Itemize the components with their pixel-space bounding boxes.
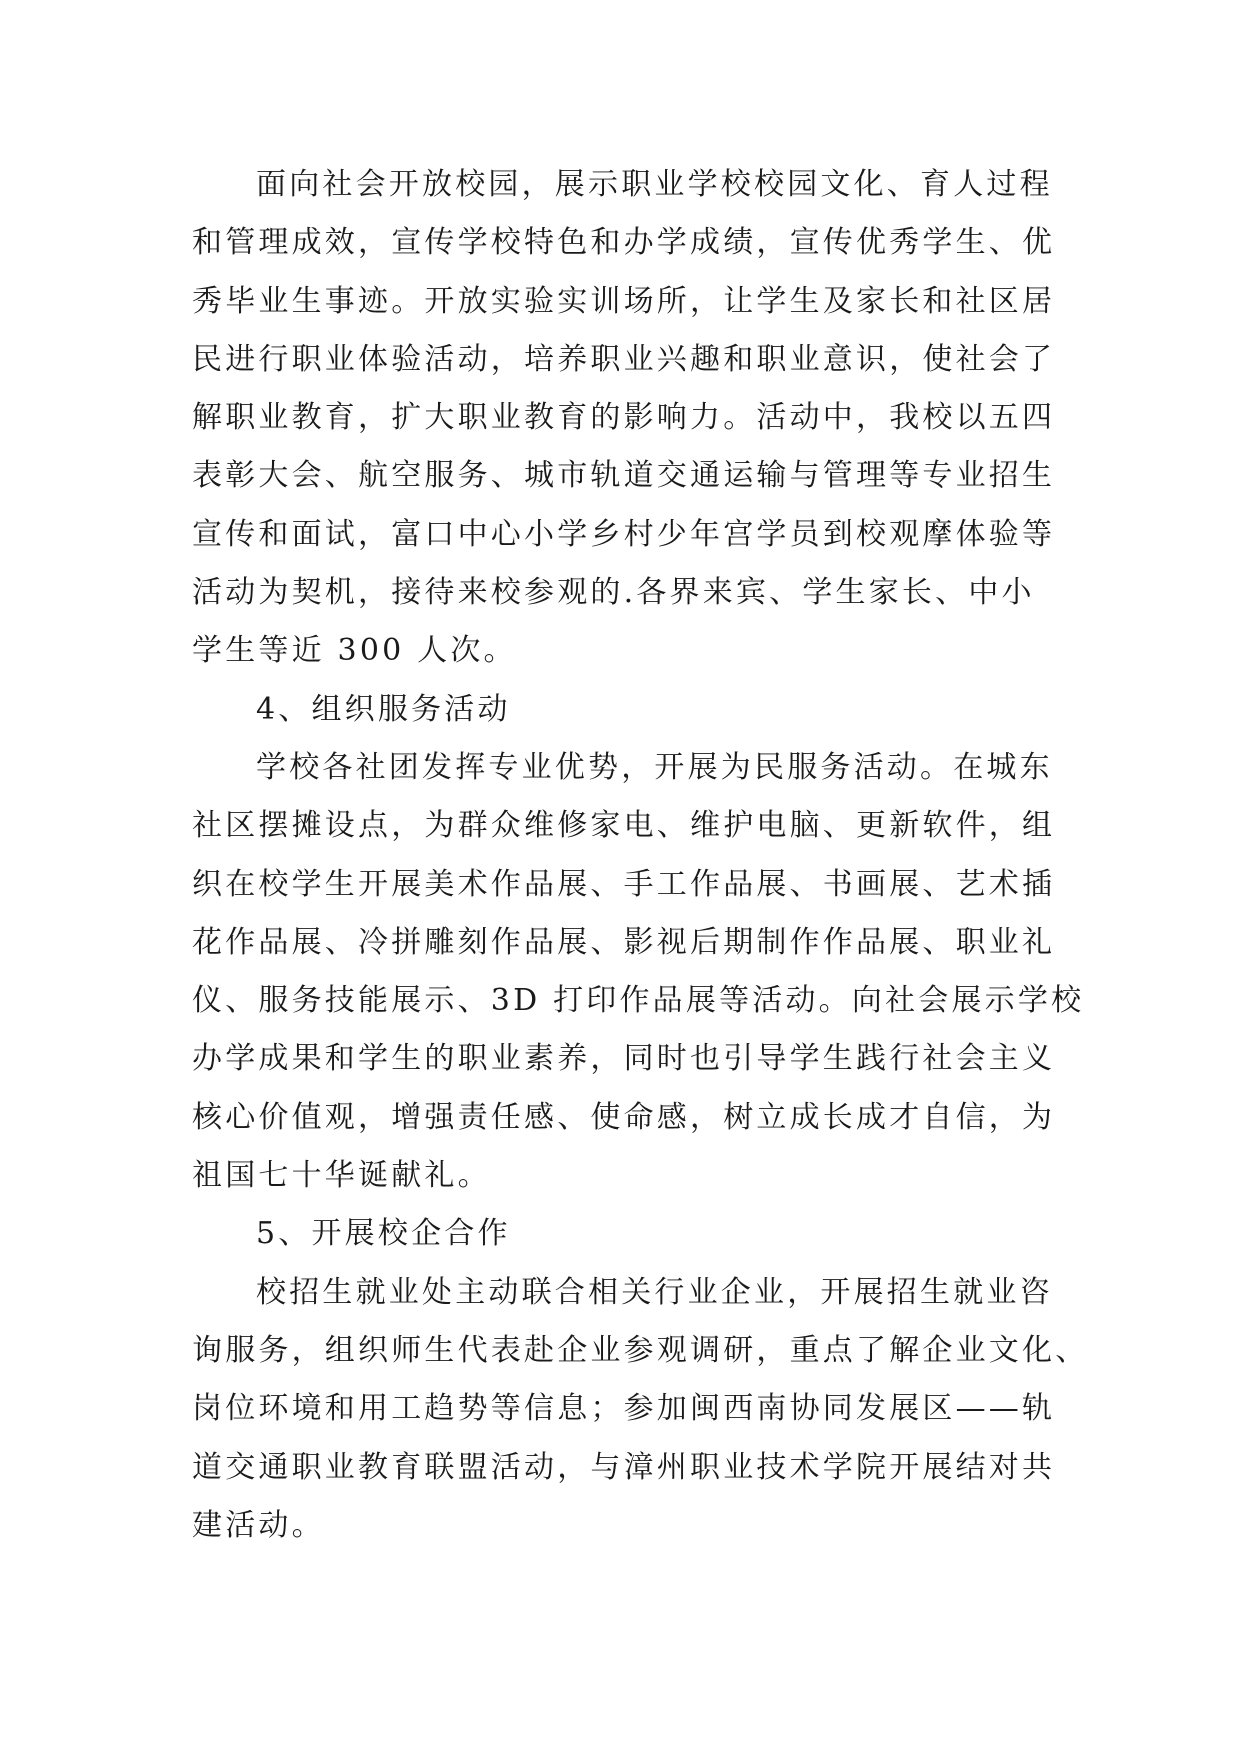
text-line: 学校各社团发挥专业优势，开展为民服务活动。在城东 bbox=[256, 749, 1053, 785]
text-line: 解职业教育，扩大职业教育的影响力。活动中，我校以五四 bbox=[192, 400, 1056, 436]
text-line: 学生等近 300 人次。 bbox=[192, 633, 517, 669]
section-heading-service-activities bbox=[192, 681, 1052, 739]
text-line: 和管理成效，宣传学校特色和办学成绩，宣传优秀学生、优 bbox=[192, 225, 1056, 261]
text-line: 宣传和面试，富口中心小学乡村少年宫学员到校观摩体验等 bbox=[192, 516, 1056, 552]
text-line: 活动为契机，接待来校参观的.各界来宾、学生家长、中小 bbox=[192, 575, 1035, 611]
text-line: 询服务，组织师生代表赴企业参观调研，重点了解企业文化、 bbox=[192, 1332, 1089, 1368]
text-line: 办学成果和学生的职业素养，同时也引导学生践行社会主义 bbox=[192, 1041, 1056, 1077]
paragraph-service-activities bbox=[192, 739, 1085, 1205]
paragraph-campus-open-day bbox=[192, 156, 1056, 681]
document-page bbox=[192, 156, 1089, 1555]
text-line: 民进行职业体验活动，培养职业兴趣和职业意识，使社会了 bbox=[192, 341, 1056, 377]
text-line: 核心价值观，增强责任感、使命感，树立成长成才自信，为 bbox=[192, 1099, 1056, 1135]
text-line: 织在校学生开展美术作品展、手工作品展、书画展、艺术插 bbox=[192, 866, 1056, 902]
text-line: 秀毕业生事迹。开放实验实训场所，让学生及家长和社区居 bbox=[192, 283, 1056, 319]
text-line: 校招生就业处主动联合相关行业企业，开展招生就业咨 bbox=[256, 1274, 1053, 1310]
text-line: 建活动。 bbox=[192, 1507, 325, 1543]
text-line: 社区摆摊设点，为群众维修家电、维护电脑、更新软件，组 bbox=[192, 808, 1056, 844]
paragraph-school-enterprise bbox=[192, 1264, 1089, 1555]
text-line: 表彰大会、航空服务、城市轨道交通运输与管理等专业招生 bbox=[192, 458, 1056, 494]
text-line: 岗位环境和用工趋势等信息；参加闽西南协同发展区——轨 bbox=[192, 1391, 1056, 1427]
text-line: 花作品展、冷拼雕刻作品展、影视后期制作作品展、职业礼 bbox=[192, 924, 1056, 960]
heading-text: 5、开展校企合作 bbox=[256, 1216, 511, 1252]
text-line: 道交通职业教育联盟活动，与漳州职业技术学院开展结对共 bbox=[192, 1449, 1056, 1485]
text-line: 祖国七十华诞献礼。 bbox=[192, 1158, 491, 1194]
heading-text: 4、组织服务活动 bbox=[256, 691, 511, 727]
section-heading-school-enterprise bbox=[192, 1205, 1052, 1263]
text-line: 面向社会开放校园，展示职业学校校园文化、育人过程 bbox=[256, 167, 1053, 202]
text-line: 仪、服务技能展示、3D 打印作品展等活动。向社会展示学校 bbox=[192, 983, 1085, 1019]
